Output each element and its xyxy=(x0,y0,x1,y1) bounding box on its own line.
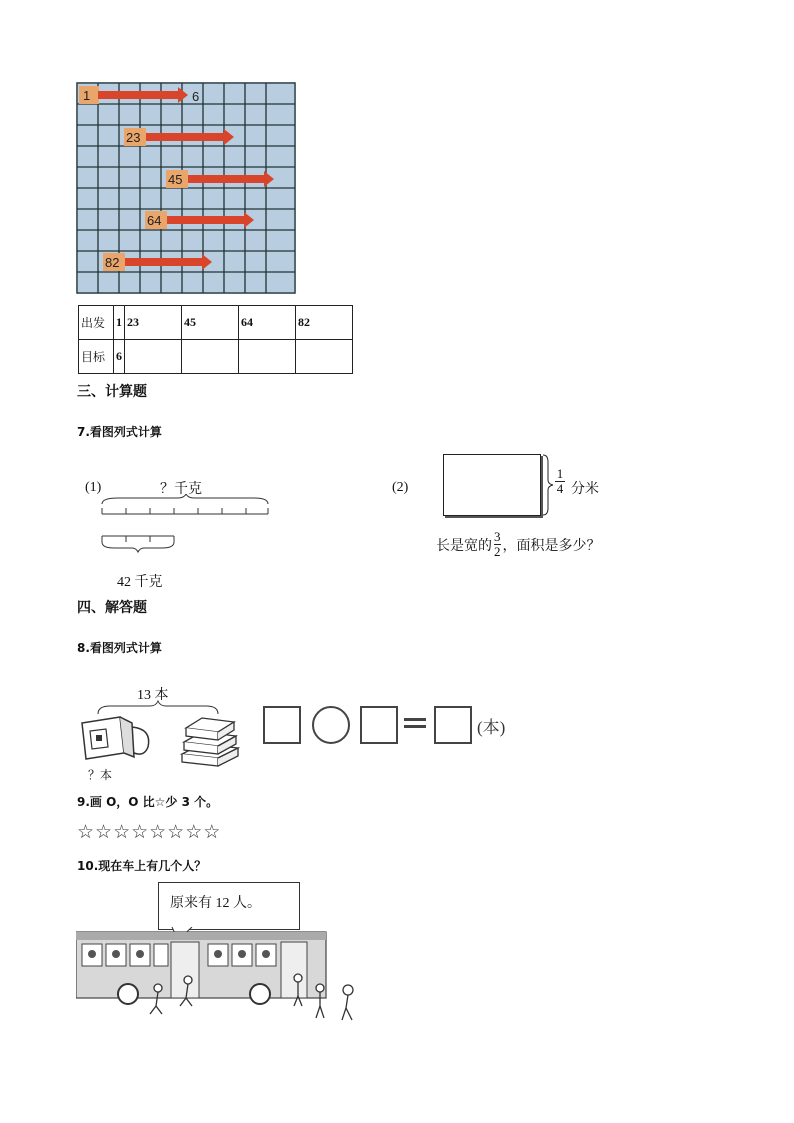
q7-part1-unknown: ？千克 xyxy=(160,482,202,497)
table-cell: 6 xyxy=(114,340,125,374)
answer-cell[interactable] xyxy=(182,340,239,374)
arrow-23 xyxy=(146,129,234,145)
grid-svg xyxy=(76,82,296,294)
side-brace xyxy=(542,454,554,516)
q8-unknown-label: ？本 xyxy=(88,768,113,782)
route-table xyxy=(78,305,353,374)
fraction-numerator: 1 xyxy=(556,466,564,481)
table-cell: 45 xyxy=(182,306,239,340)
question-text: ，面积是多少？ xyxy=(502,537,601,554)
grid-label-64: 64 xyxy=(147,213,162,228)
arrow-1 xyxy=(98,87,188,103)
arrow-82 xyxy=(125,254,212,270)
fraction-denominator: 4 xyxy=(556,481,564,496)
question-7-title: 7.看图列式计算 xyxy=(77,425,162,439)
table-cell: 1 xyxy=(114,306,125,340)
fraction-numerator: 3 xyxy=(494,529,501,544)
grid-label-82: 82 xyxy=(105,255,120,270)
arrow-64 xyxy=(167,212,254,228)
answer-box-1[interactable] xyxy=(263,706,301,744)
q7-part1-number: (1) xyxy=(85,480,102,495)
q7-part2-question xyxy=(436,530,601,559)
answer-box-2[interactable] xyxy=(360,706,398,744)
grid-label-23: 23 xyxy=(126,130,141,145)
side-fraction xyxy=(555,467,565,496)
school-bag-icon xyxy=(76,713,156,765)
grid-label-45: 45 xyxy=(168,172,183,187)
section-title-3: 三、计算题 xyxy=(77,384,147,400)
grid-label-1: 1 xyxy=(83,88,91,103)
grid-target-6: 6 xyxy=(192,89,200,104)
equals-sign xyxy=(404,718,426,728)
star-row: ☆☆☆☆☆☆☆☆ xyxy=(77,821,222,843)
bus-scene-illustration xyxy=(76,930,366,1024)
q7-part1-known: 42 千克 xyxy=(117,575,163,590)
question-8-title: 8.看图列式计算 xyxy=(77,641,162,655)
q8-unit: (本) xyxy=(477,718,506,737)
q7-part2-number: (2) xyxy=(392,480,409,495)
q8-total-label: 13 本 xyxy=(137,688,169,703)
arrow-45 xyxy=(188,171,274,187)
side-unit: 分米 xyxy=(571,481,599,497)
section-title-4: 四、解答题 xyxy=(77,600,147,616)
table-cell: 23 xyxy=(125,306,182,340)
question-text: 长是宽的 xyxy=(436,537,492,554)
table-head-start: 出发 xyxy=(79,306,114,340)
book-stack-icon xyxy=(178,714,242,768)
inline-fraction xyxy=(494,530,501,559)
rectangle-figure xyxy=(443,454,541,516)
number-grid-figure xyxy=(76,82,296,294)
table-cell: 82 xyxy=(296,306,353,340)
operator-circle[interactable] xyxy=(312,706,350,744)
table-row-start xyxy=(79,306,353,340)
table-cell: 64 xyxy=(239,306,296,340)
q7-bar-diagram xyxy=(98,494,274,554)
table-row-target xyxy=(79,340,353,374)
answer-cell[interactable] xyxy=(239,340,296,374)
question-9-title: 9.画 O，O 比☆少 3 个。 xyxy=(77,795,219,809)
answer-cell[interactable] xyxy=(296,340,353,374)
speech-text: 原来有 12 人。 xyxy=(170,896,261,911)
table-head-target: 目标 xyxy=(79,340,114,374)
answer-cell[interactable] xyxy=(125,340,182,374)
question-10-title: 10.现在车上有几个人？ xyxy=(77,859,207,873)
answer-box-result[interactable] xyxy=(434,706,472,744)
fraction-denominator: 2 xyxy=(494,544,501,559)
